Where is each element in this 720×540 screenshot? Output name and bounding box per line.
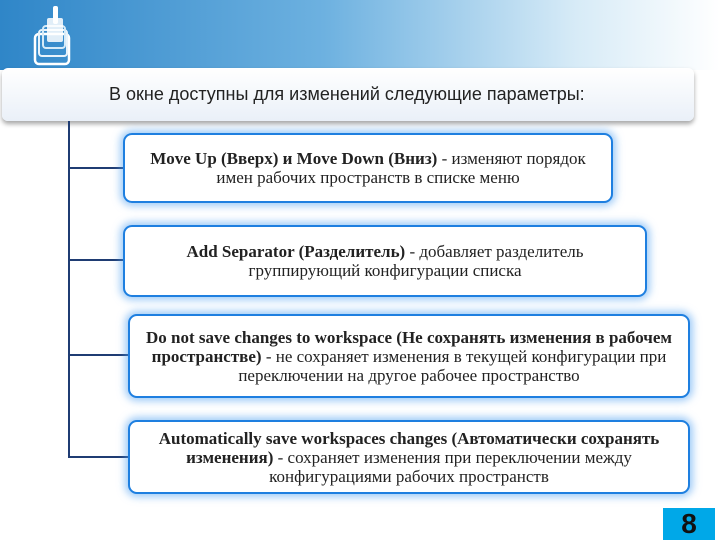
branch-line-3 (68, 354, 128, 356)
top-banner (0, 0, 720, 70)
option-description: - не сохраняет изменения в текущей конфигурации при переключении на другое рабочее пространство (238, 346, 667, 385)
option-box-move-up-down (123, 133, 613, 203)
option-box-add-separator (123, 225, 647, 297)
option-box-auto-save (128, 420, 690, 494)
branch-line-2 (68, 259, 123, 261)
intro-header-box (2, 68, 694, 121)
page-number-badge: 8 (663, 508, 715, 540)
option-description: - добавляет разделитель группирующий конфигурации списка (248, 242, 584, 280)
option-title: Add Separator (Разделитель) (186, 242, 406, 261)
option-box-text (133, 149, 603, 187)
option-box-do-not-save (128, 314, 690, 398)
option-description: - сохраняет изменения при переключении между конфигурациями рабочих пространств (269, 447, 632, 486)
option-title: Move Up (Вверх) и Move Down (Вниз) (150, 149, 438, 168)
stacked-documents-logo (33, 4, 73, 66)
option-description: - изменяют порядок имен рабочих пространств в списке меню (216, 149, 586, 187)
option-box-text (138, 429, 680, 486)
option-box-text (138, 328, 680, 385)
branch-line-1 (68, 167, 123, 169)
option-title: Automatically save workspaces changes (Автоматически сохранять изменения) (158, 428, 660, 467)
intro-text: В окне доступны для изменений следующие параметры: (109, 84, 585, 104)
option-title: Do not save changes to workspace (Не сохранять изменения в рабочем пространстве) (146, 327, 672, 366)
option-box-text (133, 242, 637, 280)
branch-line-4 (68, 456, 128, 458)
tree-trunk-line (68, 121, 70, 457)
